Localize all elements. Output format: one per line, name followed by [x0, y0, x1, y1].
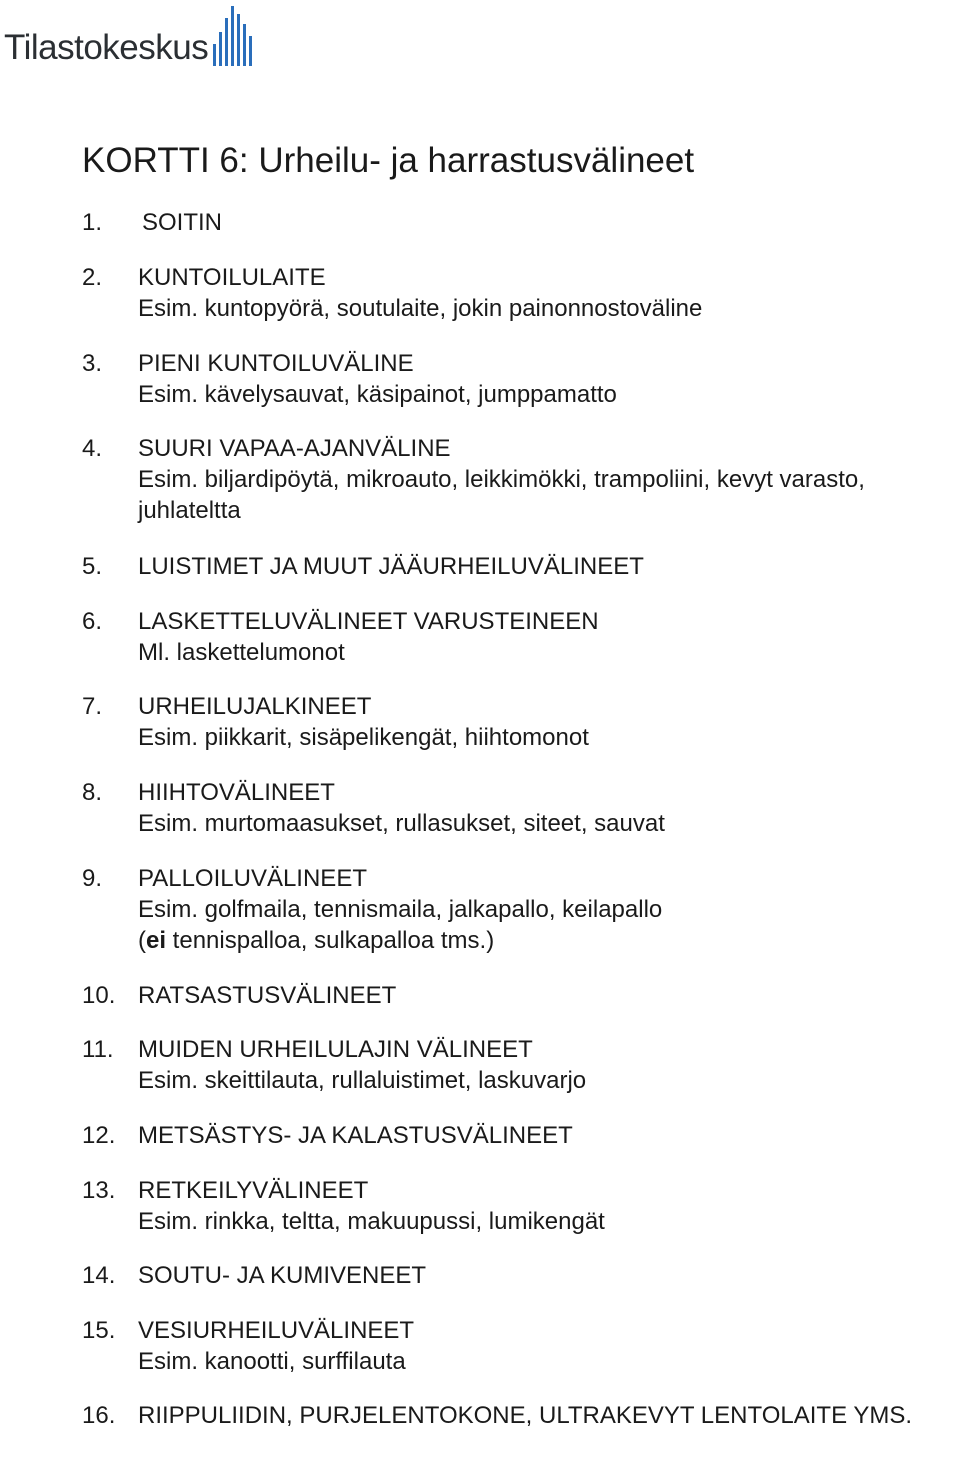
list-item	[82, 777, 952, 839]
list-item	[82, 980, 952, 1011]
list-item	[82, 1400, 952, 1431]
item-number: 4.	[82, 435, 103, 462]
list-item	[82, 433, 952, 526]
item-number: 12.	[82, 1122, 116, 1149]
item-number: 6.	[82, 608, 103, 635]
item-note-exclusion: (ei tennispalloa, sulkapalloa tms.)	[138, 927, 495, 954]
item-number: 2.	[82, 264, 103, 291]
item-note: Esim. kävelysauvat, käsipainot, jumppamatto	[138, 381, 617, 408]
item-number: 15.	[82, 1317, 116, 1344]
item-note: Esim. golfmaila, tennismaila, jalkapallo, keilapallo	[138, 896, 663, 923]
item-number: 13.	[82, 1177, 116, 1204]
list-item	[82, 1260, 952, 1291]
item-number: 7.	[82, 693, 103, 720]
list-item	[82, 1120, 952, 1151]
item-note: Esim. piikkarit, sisäpelikengät, hiihtomonot	[138, 724, 589, 751]
list-item	[82, 348, 952, 410]
item-label: METSÄSTYS- JA KALASTUSVÄLINEET	[138, 1122, 573, 1149]
list-item	[82, 691, 952, 753]
item-note: Esim. murtomaasukset, rullasukset, siteet, sauvat	[138, 810, 665, 837]
list-item	[82, 1175, 952, 1237]
item-number: 3.	[82, 350, 103, 377]
item-note: Esim. skeittilauta, rullaluistimet, laskuvarjo	[138, 1067, 587, 1094]
item-label: HIIHTOVÄLINEET	[138, 779, 335, 806]
item-number: 14.	[82, 1262, 116, 1289]
item-label: MUIDEN URHEILULAJIN VÄLINEET	[138, 1036, 533, 1063]
list-item	[82, 863, 952, 956]
list-item	[82, 262, 952, 324]
item-number: 1.	[82, 209, 103, 236]
logo-bars-icon	[211, 2, 257, 68]
item-number: 16.	[82, 1402, 116, 1429]
item-number: 9.	[82, 865, 103, 892]
item-label: PALLOILUVÄLINEET	[138, 865, 367, 892]
list-item	[82, 1034, 952, 1096]
item-note: Esim. biljardipöytä, mikroauto, leikkimökki, trampoliini, kevyt varasto, juhlateltta	[138, 466, 865, 524]
item-number: 5.	[82, 553, 103, 580]
item-number: 11.	[82, 1036, 114, 1063]
item-label: SUURI VAPAA-AJANVÄLINE	[138, 435, 451, 462]
item-label: VESIURHEILUVÄLINEET	[138, 1317, 415, 1344]
item-label: LUISTIMET JA MUUT JÄÄURHEILUVÄLINEET	[138, 553, 644, 580]
item-number: 8.	[82, 779, 103, 806]
list-item	[82, 1315, 952, 1377]
item-label: URHEILUJALKINEET	[138, 693, 372, 720]
item-note: Ml. laskettelumonot	[138, 639, 345, 666]
item-label: LASKETTELUVÄLINEET VARUSTEINEEN	[138, 608, 599, 635]
item-label: SOUTU- JA KUMIVENEET	[138, 1262, 427, 1289]
item-label: PIENI KUNTOILUVÄLINE	[138, 350, 414, 377]
logo-text: Tilastokeskus	[4, 28, 209, 67]
item-note: Esim. rinkka, teltta, makuupussi, lumikengät	[138, 1208, 605, 1235]
page-title: KORTTI 6: Urheilu- ja harrastusvälineet	[82, 141, 695, 180]
item-number: 10.	[82, 982, 116, 1009]
tilastokeskus-logo	[4, 2, 264, 72]
item-label: RIIPPULIIDIN, PURJELENTOKONE, ULTRAKEVYT LENTOLAITE YMS.	[138, 1402, 912, 1429]
item-label: SOITIN	[142, 209, 223, 236]
list-item	[82, 207, 952, 238]
list-item	[82, 551, 952, 582]
item-note: Esim. kanootti, surffilauta	[138, 1348, 406, 1375]
item-label: KUNTOILULAITE	[138, 264, 326, 291]
list-item	[82, 606, 952, 668]
item-label: RATSASTUSVÄLINEET	[138, 982, 397, 1009]
item-note: Esim. kuntopyörä, soutulaite, jokin painonnostoväline	[138, 295, 703, 322]
item-label: RETKEILYVÄLINEET	[138, 1177, 369, 1204]
